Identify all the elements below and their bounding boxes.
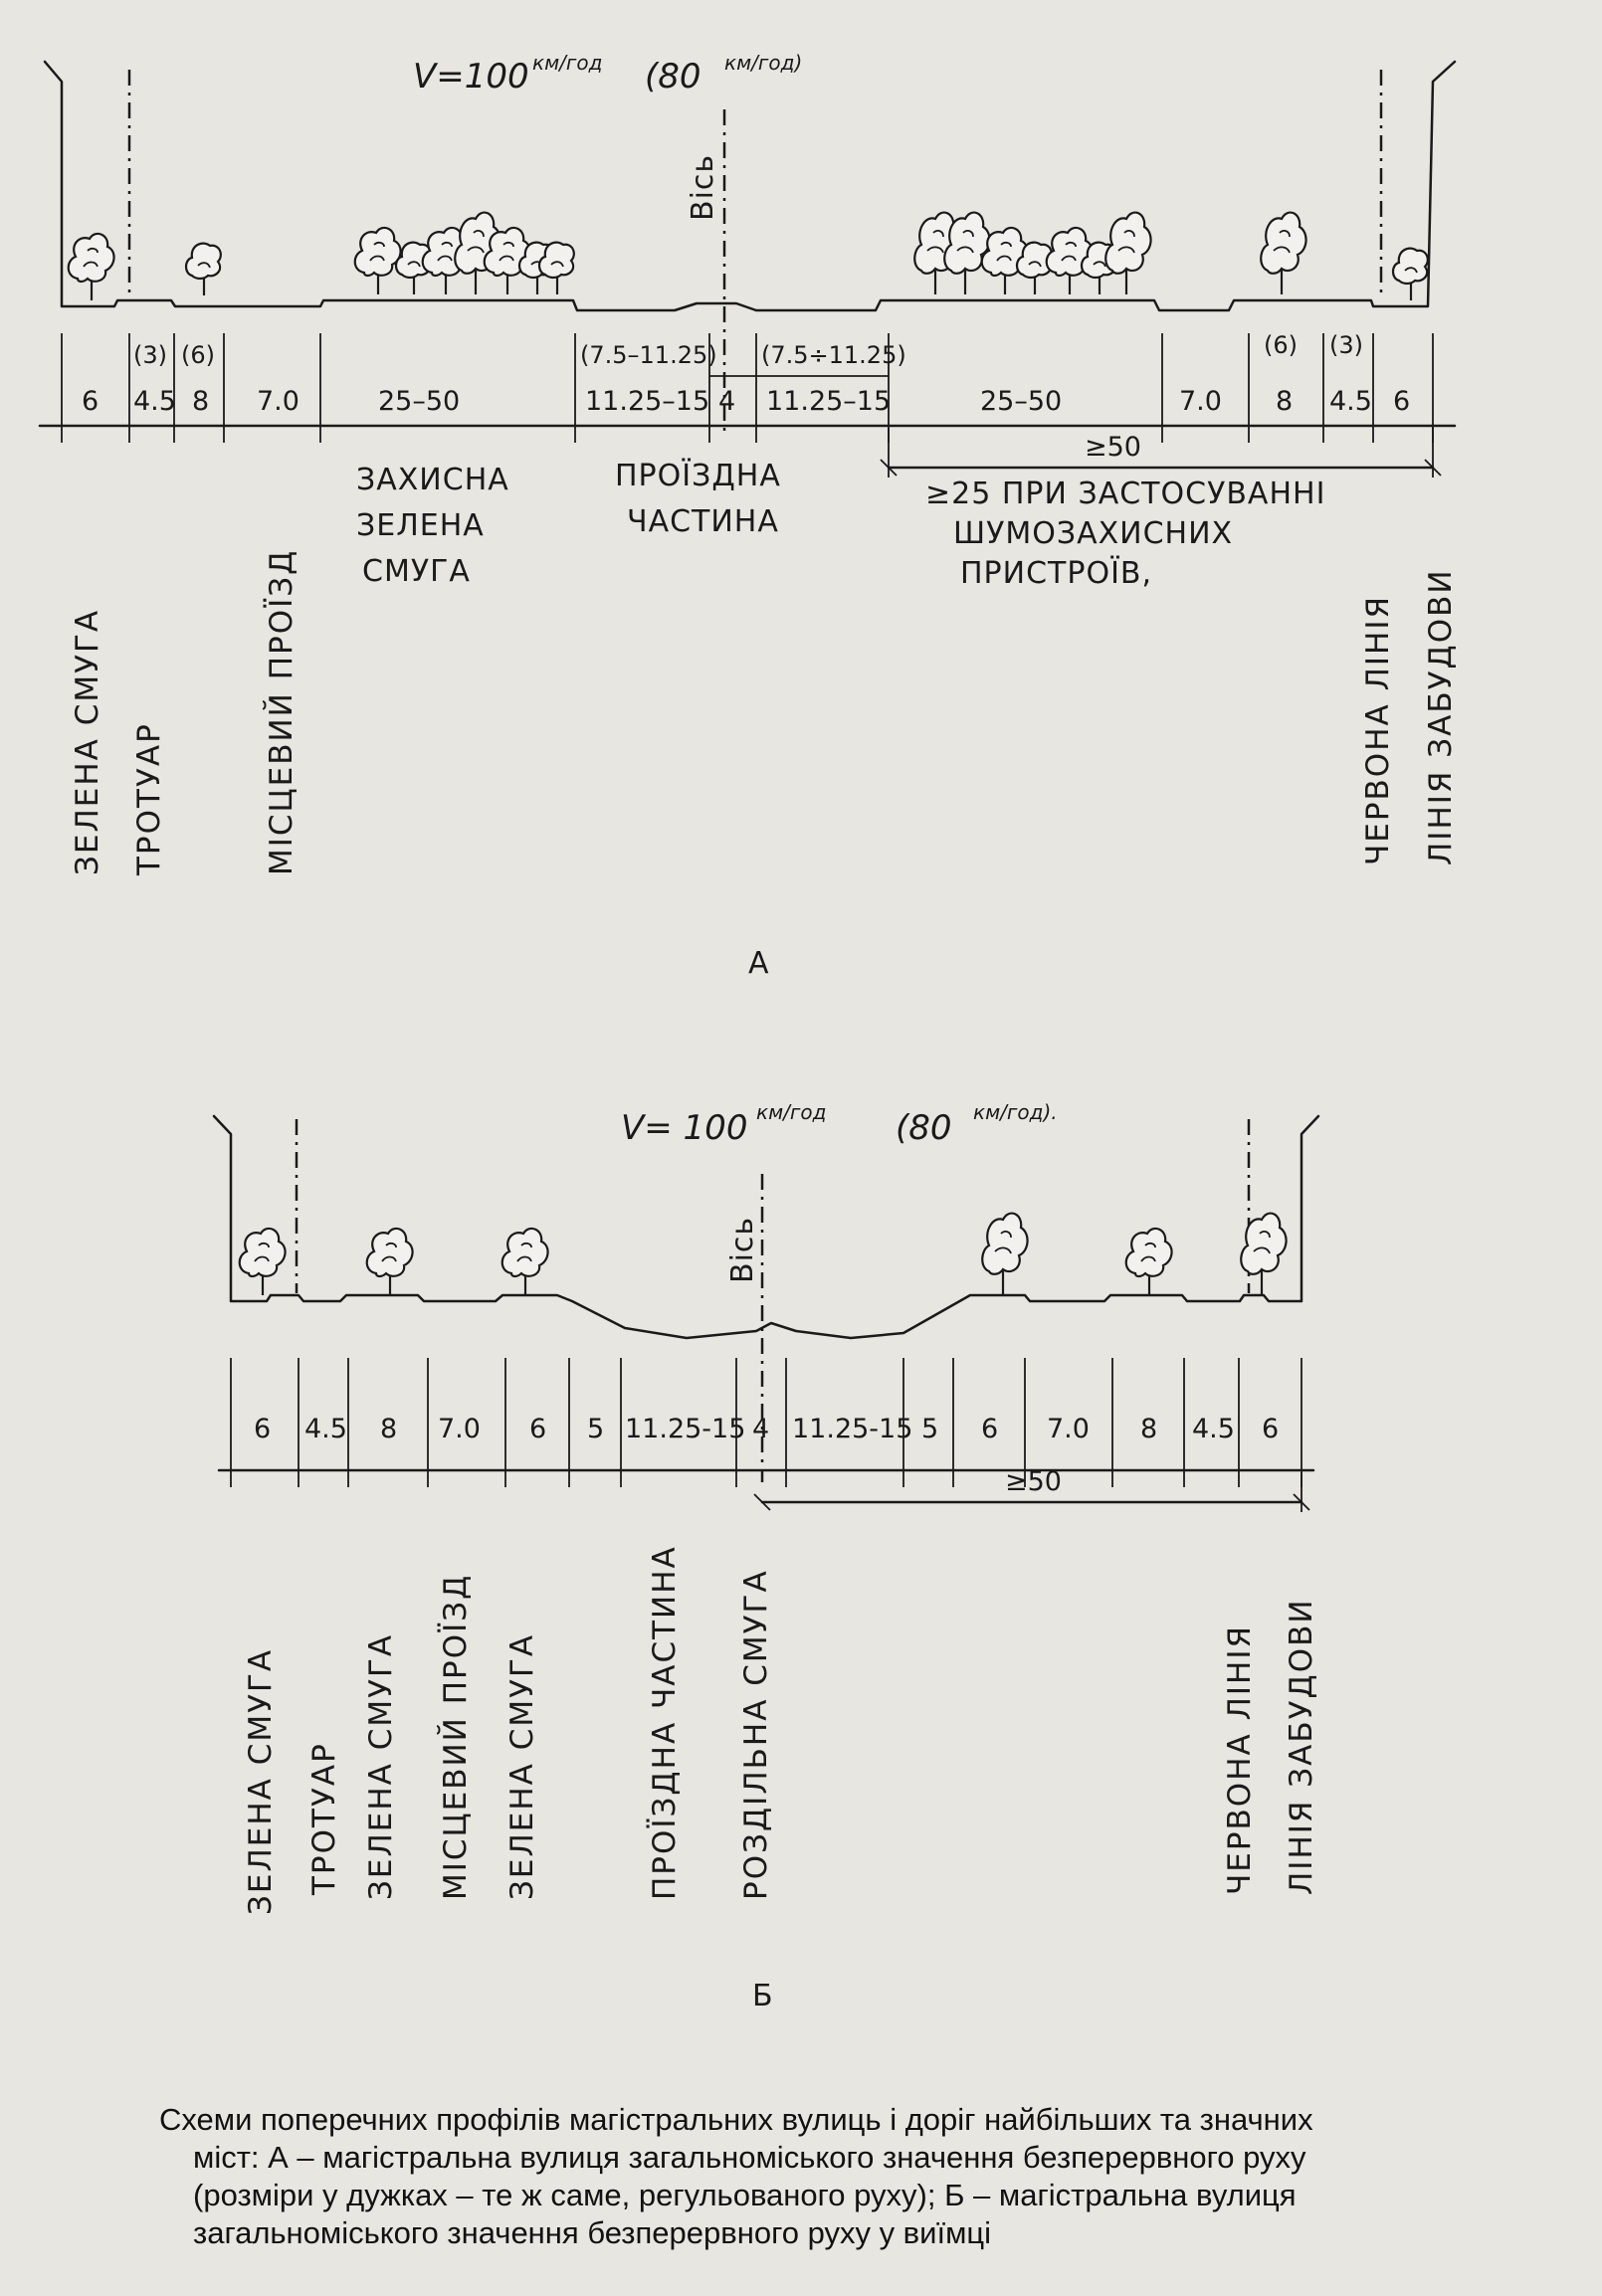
dim-b-14: 6 <box>1262 1414 1280 1444</box>
dim-a-3: 7.0 <box>257 386 300 417</box>
section-a <box>40 51 1459 981</box>
dim-a-12: 6 <box>1393 386 1411 417</box>
caption-line-2: міст: А – магістральна вулиця загальноміського значення безперервного руху <box>193 2140 1306 2175</box>
speed-unit-b2: км/год). <box>973 1100 1058 1124</box>
vlabel-b-local-passage: МІСЦЕВИЙ ПРОЇЗД <box>438 1573 474 1900</box>
ground-profile-b <box>214 1116 1318 1338</box>
dim-b-9: 5 <box>921 1414 939 1444</box>
vlabel-b-red-line: ЧЕРВОНА ЛІНІЯ <box>1222 1624 1258 1895</box>
vlabel-a-green-strip: ЗЕЛЕНА СМУГА <box>70 608 105 875</box>
dim-b-7: 4 <box>752 1414 770 1444</box>
carriageway-line-1: ПРОЇЗДНА <box>615 459 781 493</box>
axis-label-a: Вісь <box>686 153 720 221</box>
dim-b-13: 4.5 <box>1192 1414 1235 1444</box>
speed-unit-b1: км/год <box>756 1100 827 1124</box>
reg-dim-a-0: (3) <box>133 341 167 369</box>
reg-dim-a-5: (3) <box>1329 331 1363 359</box>
speed-unit-a2: км/год) <box>724 51 803 75</box>
vlabel-b-building-line: ЛІНІЯ ЗАБУДОВИ <box>1284 1598 1319 1895</box>
reg-dim-a-4: (6) <box>1264 331 1298 359</box>
dim-a-2: 8 <box>192 386 210 417</box>
figure-caption <box>159 2101 1552 2252</box>
caption-line-1: Схеми поперечних профілів магістральних вулиць і доріг найбільших та значних <box>159 2102 1313 2137</box>
dim-a-7: 11.25–15 <box>766 386 892 417</box>
vlabel-b-median: РОЗДІЛЬНА СМУГА <box>738 1569 774 1900</box>
dim-b-10: 6 <box>981 1414 999 1444</box>
dim-a-1: 4.5 <box>133 386 176 417</box>
dim-b-11: 7.0 <box>1047 1414 1090 1444</box>
speed-alt-a: (80 <box>645 57 701 96</box>
vlabel-a-red-line: ЧЕРВОНА ЛІНІЯ <box>1360 594 1396 865</box>
dim-b-1: 4.5 <box>304 1414 347 1444</box>
dim-b-5: 5 <box>587 1414 605 1444</box>
noise-note-line-1: ≥25 ПРИ ЗАСТОСУВАННІ <box>925 477 1326 511</box>
dim-a-4: 25–50 <box>378 386 461 417</box>
dim-a-5: 11.25–15 <box>585 386 710 417</box>
marker-b: Б <box>752 1979 773 2013</box>
vlabel-b-green-strip-1: ЗЕЛЕНА СМУГА <box>243 1647 279 1915</box>
vlabel-a-building-line: ЛІНІЯ ЗАБУДОВИ <box>1423 568 1459 865</box>
reg-dim-a-3: (7.5÷11.25) <box>761 341 906 369</box>
vlabel-b-sidewalk: ТРОТУАР <box>306 1742 342 1895</box>
min-width-label-a: ≥50 <box>1085 432 1141 463</box>
vlabel-b-green-strip-3: ЗЕЛЕНА СМУГА <box>504 1632 540 1900</box>
caption-line-4: загальноміського значення безперервного руху у виїмці <box>193 2215 992 2250</box>
speed-unit-a1: км/год <box>532 51 603 75</box>
noise-note-line-2: ШУМОЗАХИСНИХ <box>953 516 1234 551</box>
speed-alt-b: (80 <box>896 1108 952 1148</box>
reg-dim-a-1: (6) <box>181 341 215 369</box>
reg-dim-a-2: (7.5–11.25) <box>580 341 717 369</box>
dim-b-8: 11.25-15 <box>792 1414 913 1444</box>
min-width-label-b: ≥50 <box>1005 1466 1062 1497</box>
ground-profile-a <box>45 62 1455 310</box>
axis-label-b: Вісь <box>725 1216 760 1283</box>
dim-a-8: 25–50 <box>980 386 1063 417</box>
dim-b-0: 6 <box>254 1414 272 1444</box>
dim-b-6: 11.25-15 <box>625 1414 746 1444</box>
vlabel-b-green-strip-2: ЗЕЛЕНА СМУГА <box>363 1632 399 1900</box>
caption-line-3: (розміри у дужках – те ж саме, регульованого руху); Б – магістральна вулиця <box>193 2178 1297 2212</box>
protective-green-line-3: СМУГА <box>362 554 471 589</box>
dim-a-10: 8 <box>1276 386 1294 417</box>
dim-b-4: 6 <box>529 1414 547 1444</box>
vlabel-b-carriageway: ПРОЇЗДНА ЧАСТИНА <box>647 1545 683 1900</box>
carriageway-line-2: ЧАСТИНА <box>627 504 779 539</box>
dim-a-0: 6 <box>82 386 100 417</box>
dim-a-6: 4 <box>718 386 736 417</box>
noise-note-line-3: ПРИСТРОЇВ, <box>960 556 1153 591</box>
vlabel-a-sidewalk: ТРОТУАР <box>131 722 167 875</box>
dim-a-9: 7.0 <box>1179 386 1222 417</box>
vlabel-a-local-passage: МІСЦЕВИЙ ПРОЇЗД <box>264 548 300 875</box>
speed-label-b: V= 100 <box>621 1108 748 1148</box>
protective-green-line-1: ЗАХИСНА <box>356 463 509 497</box>
dim-a-11: 4.5 <box>1329 386 1372 417</box>
speed-label-a: V=100 <box>413 57 529 96</box>
marker-a: А <box>748 946 769 981</box>
dim-b-3: 7.0 <box>438 1414 481 1444</box>
dim-b-2: 8 <box>380 1414 398 1444</box>
tree-icon <box>69 213 1428 300</box>
protective-green-line-2: ЗЕЛЕНА <box>356 508 485 543</box>
dim-b-12: 8 <box>1140 1414 1158 1444</box>
section-b <box>214 1100 1319 2013</box>
